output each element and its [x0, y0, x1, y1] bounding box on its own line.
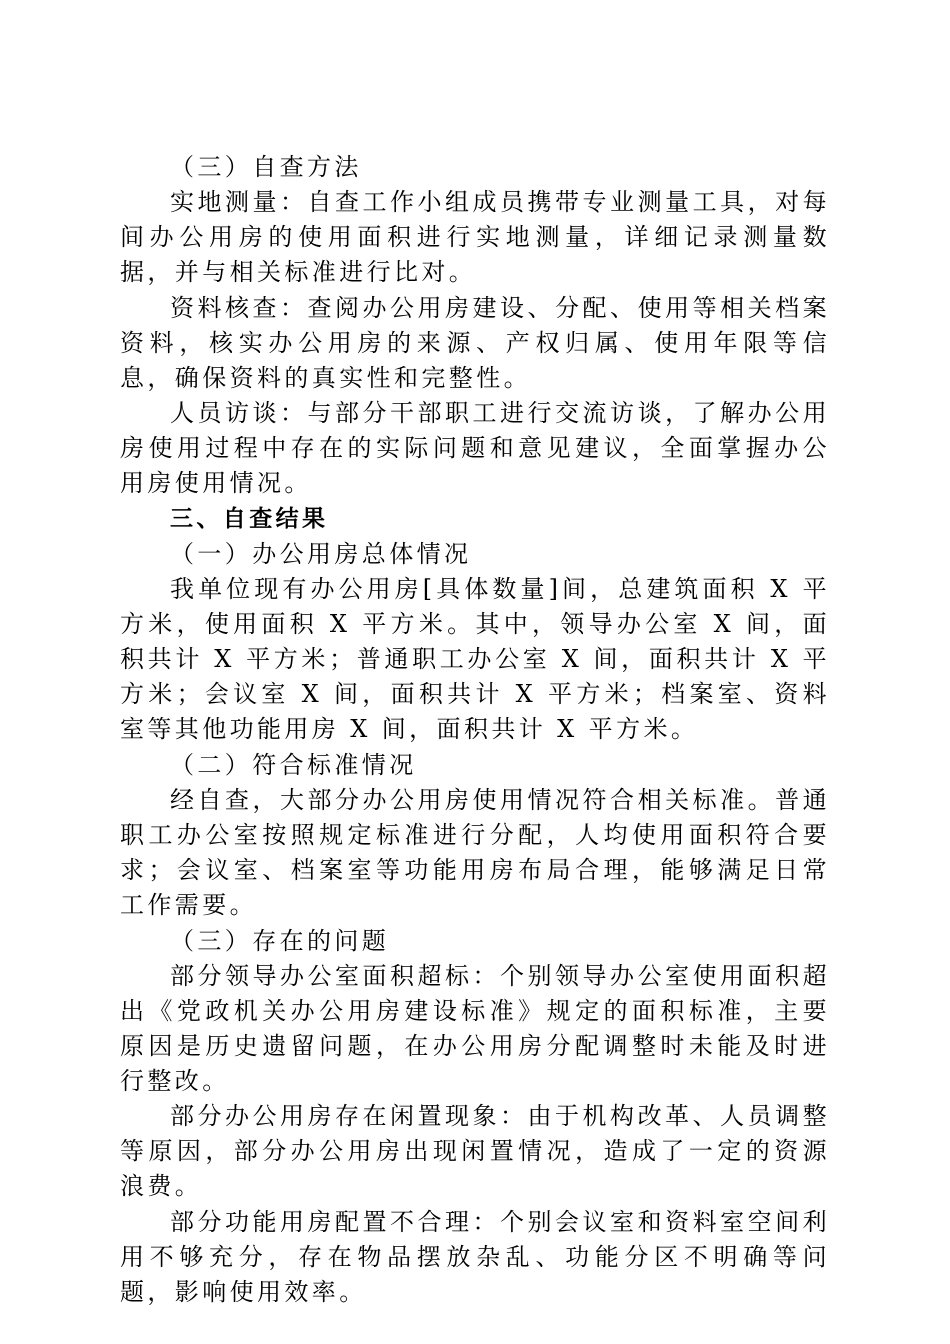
subheading-overall-situation: （一）办公用房总体情况	[170, 539, 472, 568]
subheading-compliance: （二）符合标准情况	[170, 750, 417, 779]
subheading-problems: （三）存在的问题	[170, 926, 390, 955]
paragraph-field-measurement: 实地测量：自查工作小组成员携带专业测量工具，对每间办公用房的使用面积进行实地测量，详细记录测量数据，并与相关标准进行比对。	[120, 188, 830, 287]
section-heading-results: 三、自查结果	[170, 505, 329, 532]
paragraph-problem-idle-offices: 部分办公用房存在闲置现象：由于机构改革、人员调整等原因，部分办公用房出现闲置情况，造成了一定的资源浪费。	[120, 1102, 830, 1201]
paragraph-document-review: 资料核查：查阅办公用房建设、分配、使用等相关档案资料，核实办公用房的来源、产权归属、使用年限等信息，确保资料的真实性和完整性。	[120, 293, 830, 392]
paragraph-problem-function-rooms: 部分功能用房配置不合理：个别会议室和资料室空间利用不够充分，存在物品摆放杂乱、功能分区不明确等问题，影响使用效率。	[120, 1207, 830, 1306]
paragraph-compliance: 经自查，大部分办公用房使用情况符合相关标准。普通职工办公室按照规定标准进行分配，人均使用面积符合要求；会议室、档案室等功能用房布局合理，能够满足日常工作需要。	[120, 786, 830, 920]
paragraph-staff-interviews: 人员访谈：与部分干部职工进行交流访谈，了解办公用房使用过程中存在的实际问题和意见建议，全面掌握办公用房使用情况。	[120, 399, 830, 498]
paragraph-problem-oversized-offices: 部分领导办公室面积超标：个别领导办公室使用面积超出《党政机关办公用房建设标准》规定的面积标准，主要原因是历史遗留问题，在办公用房分配调整时未能及时进行整改。	[120, 961, 830, 1095]
paragraph-overall-situation: 我单位现有办公用房[具体数量]间，总建筑面积 X 平方米，使用面积 X 平方米。其中，领导办公室 X 间，面积共计 X 平方米；普通职工办公室 X 间，面积共计 X 平方米；会议室 X 间，面积共计 X 平方米；档案室、资料室等其他功能用房 X 间，面积共计 X 平方米。	[120, 575, 830, 744]
subheading-inspection-methods: （三）自查方法	[170, 153, 362, 181]
document-page	[120, 150, 830, 1310]
